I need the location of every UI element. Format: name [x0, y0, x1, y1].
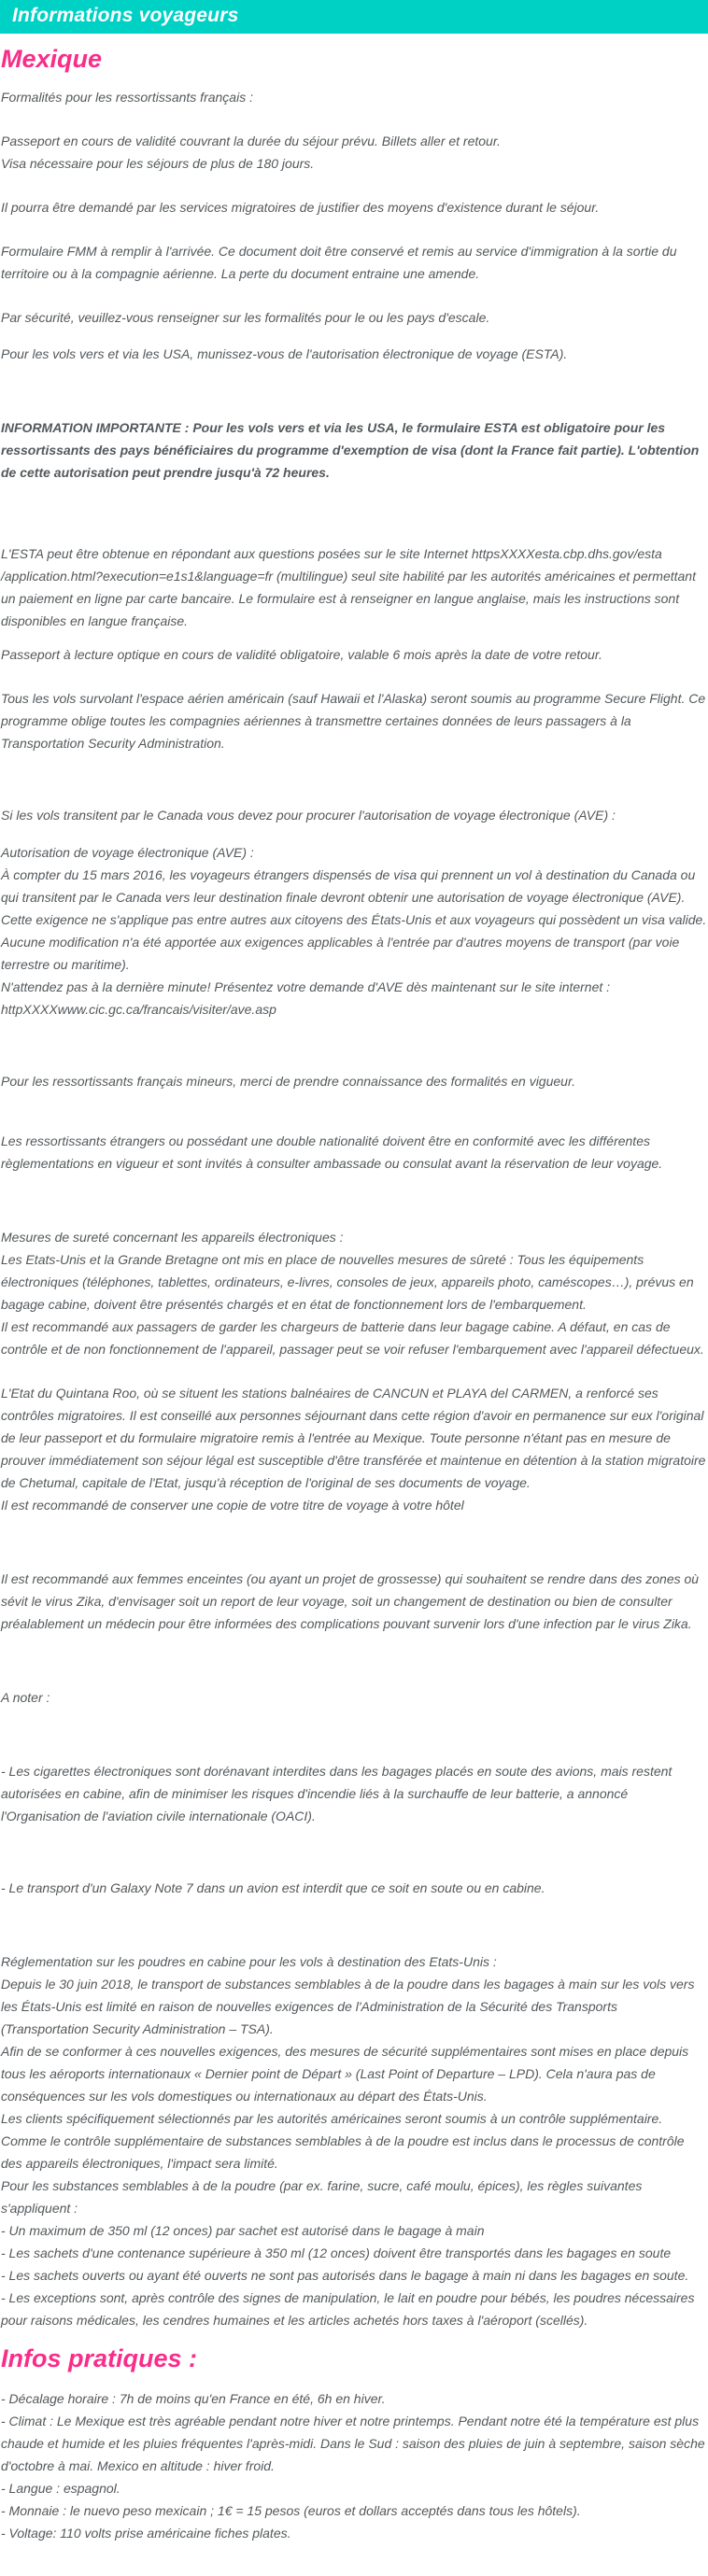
para-poudres-afin: Afin de se conformer à ces nouvelles exigences, des mesures de sécurité supplémentaires sont mises en place depuis tous les aéroports internationaux « Dernier point de Départ » (Last Point of Departure – LPD). Cela n'aura pas de conséquences sur les vols domestiques ou internationaux au départ des États-Unis. — [1, 2044, 689, 2104]
para-moyens-existence: Il pourra être demandé par les services migratoires de justifier des moyens d'existence durant le séjour. — [1, 200, 600, 215]
para-poudres-titre: Réglementation sur les poudres en cabine pour les vols à destination des Etats-Unis : — [1, 1954, 497, 1969]
para-poudres-depuis: Depuis le 30 juin 2018, le transport de substances semblables à de la poudre dans les bagages à main sur les vols vers les États-Unis est limité en raison de nouvelles exigences de l'Administration de la Sécurité des Transports (Transportation Security Administration – TSA). — [1, 1977, 695, 2036]
para-climat: - Climat : Le Mexique est très agréable pendant notre hiver et notre printemps. Pendant notre été la température est plus chaude et humide et les pluies fréquentes l'après-midi. Dans le Sud : saison des pluies de juin à septembre, saison sèche d'octobre à mai. Mexico en altitude : hiver froid. — [1, 2414, 705, 2473]
spacer — [1, 285, 707, 306]
para-voltage: - Voltage: 110 volts prise américaine fiches plates. — [1, 2526, 291, 2541]
spacer — [1, 484, 707, 542]
spacer — [1, 1360, 707, 1382]
para-chargeurs-batterie: Il est recommandé aux passagers de garder les chargeurs de batterie dans leur bagage cabine. A défaut, en cas de contrôle et de non fonctionnement de l'appareil, passager peut se voir refuser l'embarquement avec l'appareil défectueux. — [1, 1319, 704, 1357]
spacer — [1, 666, 707, 687]
spacer — [1, 365, 707, 416]
para-secure-flight: Tous les vols survolant l'espace aérien américain (sauf Hawaii et l'Alaska) seront soumis au programme Secure Flight. Ce programme oblige toutes les compagnies aériennes à transmettre certaines données de leurs passagers à la Transportation Security Administration. — [1, 691, 706, 751]
spacer — [1, 1021, 707, 1070]
spacer — [1, 1899, 707, 1950]
para-poudres-ouverts: - Les sachets ouverts ou ayant été ouverts ne sont pas autorisés dans le bagage à main ni dans les bagages en soute. — [1, 2268, 689, 2283]
para-decalage-horaire: - Décalage horaire : 7h de moins qu'en France en été, 6h en hiver. — [1, 2391, 386, 2406]
para-mesures-surete-titre: Mesures de sureté concernant les appareils électroniques : — [1, 1230, 344, 1245]
para-canada-ave-intro: Si les vols transitent par le Canada vous devez pour procurer l'autorisation de voyage électronique (AVE) : — [1, 808, 616, 823]
para-formulaire-fmm: Formulaire FMM à remplir à l'arrivée. Ce document doit être conservé et remis au service d'immigration à la sortie du territoire ou à la compagnie aérienne. La perte du document entraine une amende. — [1, 244, 677, 281]
spacer — [1, 1635, 707, 1686]
para-ave-demande: N'attendez pas à la dernière minute! Présentez votre demande d'AVE dès maintenant sur le site internet : httpXXXXwww.cic.gc.ca/francais/visiter/ave.asp — [1, 979, 611, 1017]
page-header — [0, 0, 708, 34]
spacer — [1, 329, 707, 343]
para-a-noter: A noter : — [1, 1690, 50, 1705]
spacer — [1, 754, 707, 804]
para-ave-titre: Autorisation de voyage électronique (AVE) : — [1, 845, 254, 860]
spacer — [1, 218, 707, 240]
para-poudres-controle: Comme le contrôle supplémentaire de substances semblables à de la poudre est inclus dans le processus de contrôle des appareils électroniques, l'impact sera limité. — [1, 2133, 685, 2171]
spacer — [1, 1827, 707, 1877]
para-double-nationalite: Les ressortissants étrangers ou possédant une double nationalité doivent être en conformité avec les différentes règlementations en vigueur et sont invités à consulter ambassade ou consulat avant la réservation de leur voyage. — [1, 1133, 663, 1171]
spacer — [1, 1516, 707, 1568]
para-ave-detail: À compter du 15 mars 2016, les voyageurs étrangers dispensés de visa qui prennent un vol à destination du Canada ou qui transitent par le Canada vers leur destination finale devront obtenir une autorisation de voyage électronique (AVE). Cette exigence ne s'applique pas entre autres aux citoyens des États-Unis et aux voyageurs qui possèdent un visa valide. Aucune modification n'a été apportée aux exigences applicables à l'entrée par d'autres moyens de transport (par voie terrestre ou maritime). — [1, 867, 707, 972]
para-mesures-surete-detail: Les Etats-Unis et la Grande Bretagne ont mis en place de nouvelles mesures de sûreté : Tous les équipements électroniques (téléphones, tablettes, ordinateurs, e-livres, consoles de jeux, appareils photo, caméscopes…), prévus en bagage cabine, doivent être présentés chargés et en état de fonctionnement lors de l'embarquement. — [1, 1252, 694, 1312]
spacer — [1, 108, 707, 130]
spacer — [1, 1709, 707, 1760]
para-zika: Il est recommandé aux femmes enceintes (ou ayant un projet de grossesse) qui souhaitent se rendre dans des zones où sévit le virus Zika, d'envisager soit un report de leur voyage, soit un changement de destination ou bien de consulter préalablement un médecin pour être informées des complications pouvant survenir lors d'une infection par le virus Zika. — [1, 1571, 700, 1631]
para-poudres-exceptions: - Les exceptions sont, après contrôle des signes de manipulation, le lait en poudre pour bébés, les poudres nécessaires pour raisons médicales, les cendres humaines et les articles achetés hors taxes à l'aéroport (scellés). — [1, 2290, 695, 2328]
page-header-title: Informations voyageurs — [12, 5, 239, 26]
para-copie-titre-voyage: Il est recommandé de conserver une copie de votre titre de voyage à votre hôtel — [1, 1498, 464, 1513]
para-poudres-clients: Les clients spécifiquement sélectionnés par les autorités américaines seront soumis à un contrôle supplémentaire. — [1, 2111, 663, 2126]
para-monnaie: - Monnaie : le nuevo peso mexicain ; 1€ = 15 pesos (euros et dollars acceptés dans tous les hôtels). — [1, 2503, 581, 2518]
spacer — [1, 175, 707, 196]
section-heading-infos-pratiques: Infos pratiques : — [1, 2344, 198, 2372]
para-information-importante: INFORMATION IMPORTANTE : Pour les vols vers et via les USA, le formulaire ESTA est obligatoire pour les ressortissants des pays bénéficiaires du programme d'exemption de visa (dont la France fait partie). L'obtention de cette autorisation peut prendre jusqu'à 72 heures. — [1, 420, 700, 480]
para-passeport-validite: Passeport en cours de validité couvrant la durée du séjour prévu. Billets aller et retour. — [1, 134, 501, 148]
section-heading-mexique: Mexique — [1, 45, 103, 73]
para-langue: - Langue : espagnol. — [1, 2481, 120, 2496]
para-pays-escale: Par sécurité, veuillez-vous renseigner sur les formalités pour le ou les pays d'escale. — [1, 310, 490, 325]
para-mineurs: Pour les ressortissants français mineurs, merci de prendre connaissance des formalités en vigueur. — [1, 1074, 575, 1089]
para-cigarettes-electroniques: - Les cigarettes électroniques sont dorénavant interdites dans les bagages placés en soute des avions, mais restent autorisées en cabine, afin de minimiser les risques d'incendie liés à la surchauffe de leur batterie, a annoncé l'Organisation de l'aviation civile internationale (OACI). — [1, 1764, 673, 1823]
spacer — [1, 1092, 707, 1130]
para-formalites-intro: Formalités pour les ressortissants français : — [1, 90, 253, 105]
para-poudres-sup350: - Les sachets d'une contenance supérieure à 350 ml (12 onces) doivent être transportés dans les bagages en soute — [1, 2245, 672, 2260]
para-poudres-max350: - Un maximum de 350 ml (12 onces) par sachet est autorisé dans le bagage à main — [1, 2223, 485, 2238]
para-visa-180: Visa nécessaire pour les séjours de plus de 180 jours. — [1, 156, 315, 171]
spacer — [1, 826, 707, 841]
para-galaxy-note7: - Le transport d'un Galaxy Note 7 dans un avion est interdit que ce soit en soute ou en cabine. — [1, 1880, 545, 1895]
para-esta-munissez: Pour les vols vers et via les USA, munissez-vous de l'autorisation électronique de voyage (ESTA). — [1, 346, 568, 361]
para-poudres-regles: Pour les substances semblables à de la poudre (par ex. farine, sucre, café moulu, épices), les règles suivantes s'appliquent : — [1, 2178, 643, 2216]
spacer — [1, 632, 707, 643]
para-esta-obtention: L'ESTA peut être obtenue en répondant aux questions posées sur le site Internet httpsXXXXesta.cbp.dhs.gov/esta /application.html?execution=e1s1&language=fr (multilingue) seul site habilité par les autorités américaines et permettant un paiement en ligne par carte bancaire. Le formulaire est à renseigner en langue anglaise, mais les instructions sont disponibles en langue française. — [1, 546, 696, 628]
spacer — [1, 1175, 707, 1226]
para-passeport-optique: Passeport à lecture optique en cours de validité obligatoire, valable 6 mois après la date de votre retour. — [1, 647, 602, 662]
document-body — [0, 43, 708, 2557]
para-quintana-roo: L'Etat du Quintana Roo, où se situent les stations balnéaires de CANCUN et PLAYA del CARMEN, a renforcé ses contrôles migratoires. Il est conseillé aux personnes séjournant dans cette région d'avoir en permanence sur eux l'original de leur passeport et du formulaire migratoire remis à l'entrée au Mexique. Toute personne n'étant pas en mesure de prouver immédiatement son séjour légal est susceptible d'être transférée et maintenue en détention à la station migratoire de Chetumal, capitale de l'Etat, jusqu'à réception de l'original de ses documents de voyage. — [1, 1386, 706, 1490]
